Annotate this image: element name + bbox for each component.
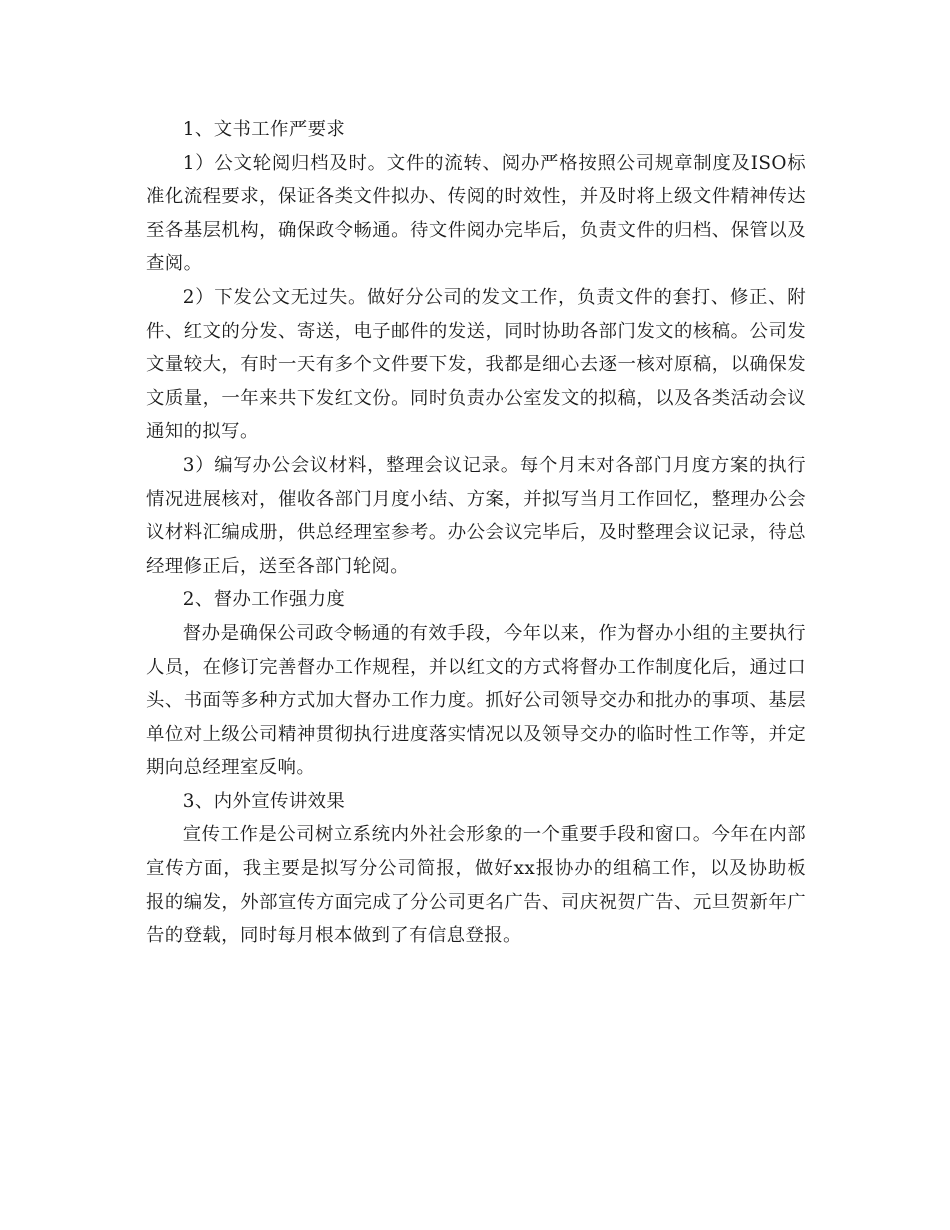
section-heading: 3、内外宣传讲效果 bbox=[182, 790, 346, 812]
paragraph: 2）下发公文无过失。做好分公司的发文工作，负责文件的套打、修正、附件、红文的分发、寄送，电子邮件的发送，同时协助各部门发文的核稿。公司发文量较大，有时一天有多个文件要下发，我都是细心去逐一核对原稿，以确保发文质量，一年来共下发红文份。同时负责办公室发文的拟稿，以及各类活动会议通知的拟写。 bbox=[146, 286, 806, 443]
paragraph: 3）编写办公会议材料，整理会议记录。每个月末对各部门月度方案的执行情况进展核对，催收各部门月度小结、方案，并拟写当月工作回忆，整理办公会议材料汇编成册，供总经理室参考。办公会议完毕后，及时整理会议记录，待总经理修正后，送至各部门轮阅。 bbox=[146, 454, 806, 577]
paragraph: 宣传工作是公司树立系统内外社会形象的一个重要手段和窗口。今年在内部宣传方面，我主要是拟写分公司简报，做好xx报协办的组稿工作，以及协助板报的编发，外部宣传方面完成了分公司更名广告、司庆祝贺广告、元旦贺新年广告的登载，同时每月根本做到了有信息登报。 bbox=[146, 824, 806, 947]
paragraph: 督办是确保公司政令畅通的有效手段，今年以来，作为督办小组的主要执行人员，在修订完善督办工作规程，并以红文的方式将督办工作制度化后，通过口头、书面等多种方式加大督办工作力度。抓好公司领导交办和批办的事项、基层单位对上级公司精神贯彻执行进度落实情况以及领导交办的临时性工作等，并定期向总经理室反响。 bbox=[146, 622, 806, 779]
section-heading: 2、督办工作强力度 bbox=[182, 589, 346, 611]
document-body bbox=[146, 113, 806, 953]
paragraph: 1）公文轮阅归档及时。文件的流转、阅办严格按照公司规章制度及ISO标准化流程要求，保证各类文件拟办、传阅的时效性，并及时将上级文件精神传达至各基层机构，确保政令畅通。待文件阅办完毕后，负责文件的归档、保管以及查阅。 bbox=[146, 152, 806, 275]
section-heading: 1、文书工作严要求 bbox=[182, 119, 346, 140]
